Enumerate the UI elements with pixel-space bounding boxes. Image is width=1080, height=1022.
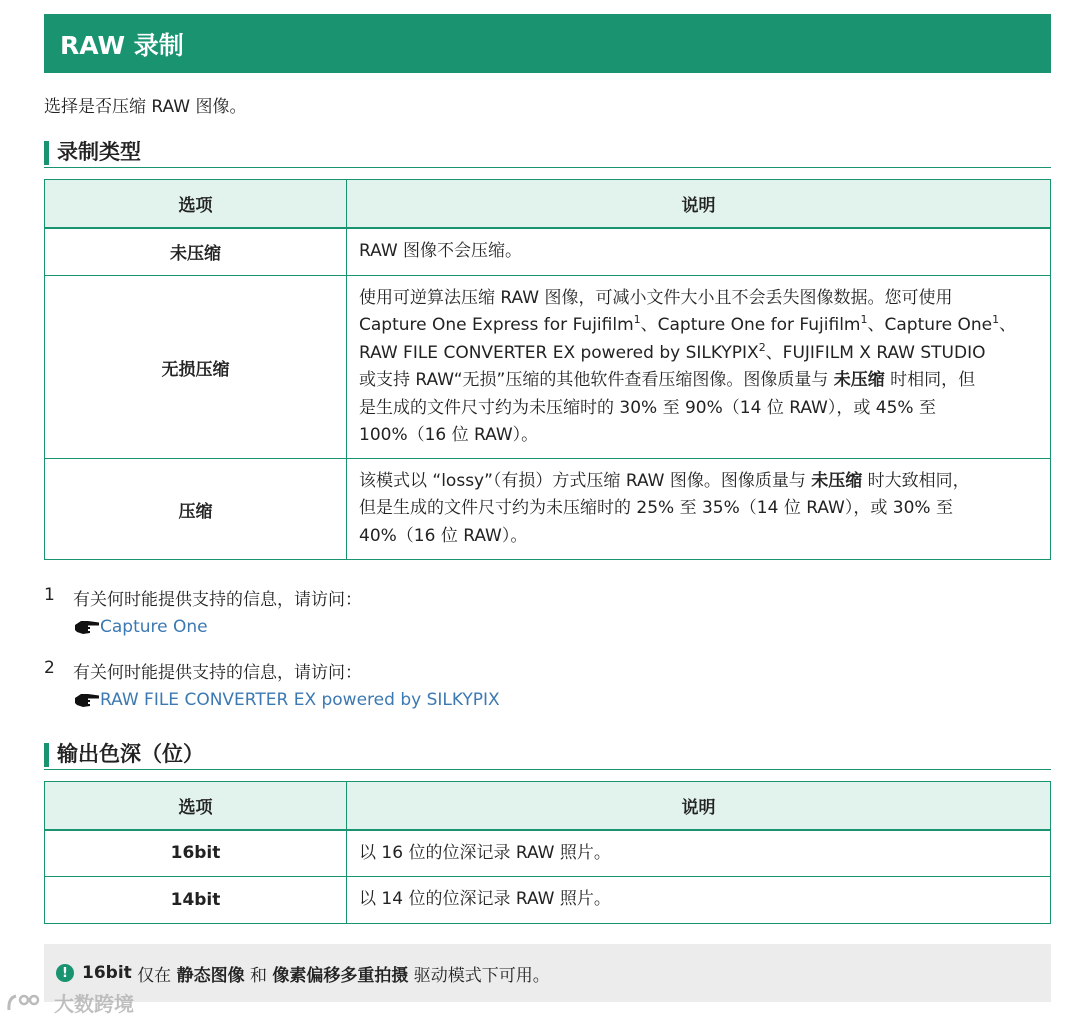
notice-emphasis: 静态图像 [176,965,245,986]
option-cell: 无损压缩 [45,276,347,459]
intro-text: 选择是否压缩 RAW 图像。 [44,97,247,117]
option-cell: 未压缩 [45,228,347,276]
desc-line [359,468,1038,496]
section-heading-text: 输出色深（位） [57,742,204,766]
pointing-hand-icon [74,691,100,709]
desc-line: 使用可逆算法压缩 RAW 图像，可减小文件大小且不会丢失图像数据。您可使用 [359,287,953,308]
option-cell: 14bit [45,877,347,924]
description-cell: RAW 图像不会压缩。 [347,228,1051,276]
option-cell: 16bit [45,830,347,877]
software-name: 、Capture One for Fujifilm [640,315,861,335]
option-cell: 压缩 [45,459,347,560]
pointing-hand-icon [74,618,100,636]
footnote-number: 2 [44,658,55,678]
desc-line [359,367,1038,395]
watermark-text: 大数跨境 [54,992,134,1016]
notice-text: 仅在 [131,965,177,986]
table-row [45,877,1051,924]
software-name: 、Capture One [867,315,993,335]
table-header-row [45,180,1051,228]
section-heading-bit-depth [44,742,1051,770]
table-row [45,459,1051,560]
desc-text: 时相同，但 [884,370,976,390]
watermark [6,988,134,1017]
desc-line: 但是生成的文件尺寸约为未压缩时的 25% 至 35%（14 位 RAW），或 30% 至 [359,498,953,519]
table-row [45,830,1051,877]
footnote-number: 1 [44,585,55,605]
desc-line: 100%（16 位 RAW）。 [359,425,539,445]
capture-one-link[interactable]: Capture One [100,617,208,637]
description-cell: 以 16 位的位深记录 RAW 照片。 [347,830,1051,877]
notice-text: 驱动模式下可用。 [408,965,550,986]
heading-accent-bar [44,141,49,165]
footnote-link-row [74,617,208,637]
column-header-description: 说明 [347,180,1051,228]
footnote [44,585,362,610]
footnote-text: 有关何时能提供支持的信息，请访问： [73,663,362,683]
logo-icon [6,992,50,1014]
description-cell [347,459,1051,560]
table-row [45,276,1051,459]
footnote [44,658,362,683]
desc-line [359,340,1038,368]
software-name: RAW FILE CONVERTER EX powered by SILKYPIX [359,342,759,363]
exclamation-circle-icon: ! [56,964,74,982]
footnote-ref: 1 [860,313,868,326]
silkypix-link[interactable]: RAW FILE CONVERTER EX powered by SILKYPIX [100,690,500,710]
column-header-option: 选项 [45,782,347,830]
notice-text: 和 [244,965,273,986]
table-row [45,228,1051,276]
footnote-text: 有关何时能提供支持的信息，请访问： [73,590,362,610]
bit-depth-table [44,781,1051,924]
software-name: Capture One Express for Fujifilm [359,315,634,335]
description-cell [347,276,1051,459]
emphasis-text: 未压缩 [833,370,885,390]
footnote-ref: 1 [992,313,1000,326]
desc-line: 40%（16 位 RAW）。 [359,525,528,546]
desc-text: 时大致相同， [862,470,970,491]
desc-line [359,312,1038,340]
notice-emphasis: 像素偏移多重拍摄 [272,965,409,986]
section-heading-record-type [44,140,1051,168]
column-header-description: 说明 [347,782,1051,830]
table-header-row [45,782,1051,830]
emphasis-text: 未压缩 [811,470,863,491]
desc-text: 该模式以 “lossy”（有损）方式压缩 RAW 图像。图像质量与 [359,470,812,491]
column-header-option: 选项 [45,180,347,228]
record-type-table [44,179,1051,560]
page-title: RAW 录制 [44,14,1051,73]
software-name: 、FUJIFILM X RAW STUDIO [765,342,986,363]
footnote-ref: 2 [758,340,766,354]
section-heading-text: 录制类型 [57,140,141,164]
footnote-link-row [74,690,500,710]
footnote-ref: 1 [633,313,641,326]
description-cell: 以 14 位的位深记录 RAW 照片。 [347,877,1051,924]
desc-line: 是生成的文件尺寸约为未压缩时的 30% 至 90%（14 位 RAW），或 45% 至 [359,397,936,418]
notice-box [44,944,1051,1002]
separator: 、 [999,315,1017,335]
notice-emphasis: 16bit [82,963,132,983]
heading-accent-bar [44,743,49,767]
desc-text: 或支持 RAW“无损”压缩的其他软件查看压缩图像。图像质量与 [359,370,834,390]
